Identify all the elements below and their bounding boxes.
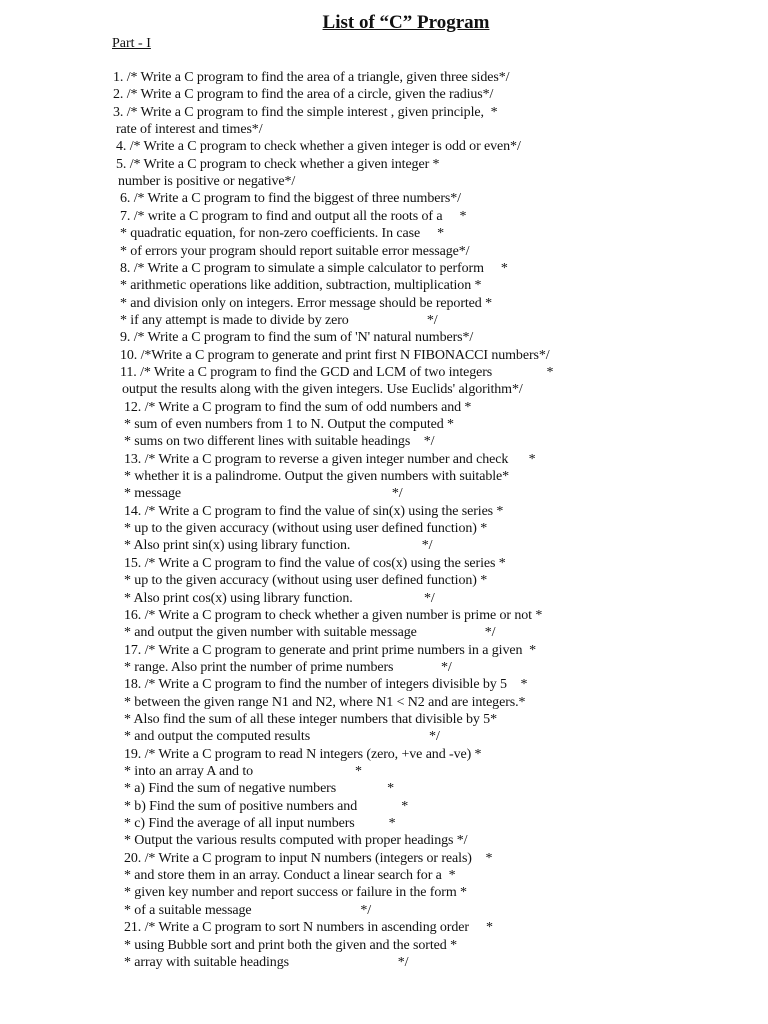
program-line: * between the given range N1 and N2, where N1 < N2 and are integers.*: [124, 694, 526, 710]
program-line: * sum of even numbers from 1 to N. Output the computed *: [124, 417, 454, 432]
program-line: 2. /* Write a C program to find the area of a circle, given the radius*/: [113, 87, 494, 103]
program-line: 8. /* Write a C program to simulate a simple calculator to perform *: [120, 260, 508, 276]
program-line: * range. Also print the number of prime numbers */: [124, 659, 452, 675]
program-line: 3. /* Write a C program to find the simple interest , given principle, *: [113, 104, 498, 120]
program-line: * using Bubble sort and print both the given and the sorted *: [124, 937, 457, 953]
program-line: * array with suitable headings */: [124, 954, 409, 970]
program-line: 14. /* Write a C program to find the value of sin(x) using the series *: [124, 503, 504, 519]
part-heading: Part - I: [112, 36, 151, 51]
program-line: * and output the computed results */: [124, 729, 440, 745]
program-line: 12. /* Write a C program to find the sum of odd numbers and *: [124, 399, 472, 415]
program-line: 21. /* Write a C program to sort N numbers in ascending order *: [124, 920, 493, 936]
program-line: * Also print cos(x) using library function. */: [124, 590, 435, 606]
program-line: 7. /* write a C program to find and output all the roots of a *: [120, 208, 467, 224]
program-line: * b) Find the sum of positive numbers and *: [124, 798, 409, 814]
program-line: * c) Find the average of all input numbers *: [124, 816, 396, 832]
program-line: * Output the various results computed with proper headings */: [124, 833, 468, 849]
program-line: number is positive or negative*/: [118, 174, 296, 190]
program-line: * given key number and report success or failure in the form *: [124, 885, 467, 901]
program-line: * arithmetic operations like addition, subtraction, multiplication *: [120, 278, 482, 294]
page-title: List of “C” Program: [322, 12, 490, 33]
program-line: * and division only on integers. Error message should be reported *: [120, 295, 492, 311]
program-line: 11. /* Write a C program to find the GCD and LCM of two integers *: [120, 364, 554, 380]
program-line: 5. /* Write a C program to check whether a given integer *: [116, 156, 440, 172]
program-line: * a) Find the sum of negative numbers *: [124, 781, 394, 797]
program-line: * up to the given accuracy (without using user defined function) *: [124, 521, 488, 537]
program-line: 1. /* Write a C program to find the area of a triangle, given three sides*/: [113, 70, 510, 85]
program-line: 15. /* Write a C program to find the value of cos(x) using the series *: [124, 555, 506, 571]
program-line: 13. /* Write a C program to reverse a given integer number and check *: [124, 451, 536, 467]
program-line: * Also find the sum of all these integer numbers that divisible by 5*: [124, 711, 497, 727]
program-line: rate of interest and times*/: [116, 122, 263, 138]
program-line: * of a suitable message */: [124, 902, 372, 918]
program-line: * Also print sin(x) using library function. */: [124, 538, 433, 554]
program-line: 20. /* Write a C program to input N numbers (integers or reals) *: [124, 850, 493, 866]
program-line: 4. /* Write a C program to check whether a given integer is odd or even*/: [116, 139, 521, 155]
program-line: * up to the given accuracy (without using user defined function) *: [124, 573, 488, 589]
program-line: * quadratic equation, for non-zero coefficients. In case *: [120, 226, 444, 242]
program-line: 16. /* Write a C program to check whether a given number is prime or not *: [124, 607, 543, 623]
program-line: * if any attempt is made to divide by zero */: [120, 312, 438, 328]
program-line: 17. /* Write a C program to generate and print prime numbers in a given *: [124, 642, 537, 658]
program-line: 9. /* Write a C program to find the sum of 'N' natural numbers*/: [120, 330, 474, 346]
program-line: output the results along with the given integers. Use Euclids' algorithm*/: [122, 382, 523, 398]
program-line: 6. /* Write a C program to find the biggest of three numbers*/: [120, 191, 461, 207]
program-line: 19. /* Write a C program to read N integers (zero, +ve and -ve) *: [124, 746, 482, 762]
program-line: 10. /*Write a C program to generate and print first N FIBONACCI numbers*/: [120, 347, 550, 363]
program-line: * message */: [124, 486, 403, 502]
program-line: * sums on two different lines with suitable headings */: [124, 434, 435, 450]
program-line: * into an array A and to *: [124, 764, 362, 779]
program-line: * and output the given number with suitable message */: [124, 625, 496, 641]
program-line: * and store them in an array. Conduct a linear search for a *: [124, 868, 456, 884]
program-line: 18. /* Write a C program to find the number of integers divisible by 5 *: [124, 677, 528, 693]
program-line: * whether it is a palindrome. Output the given numbers with suitable*: [124, 469, 510, 485]
program-line: * of errors your program should report suitable error message*/: [120, 243, 470, 259]
